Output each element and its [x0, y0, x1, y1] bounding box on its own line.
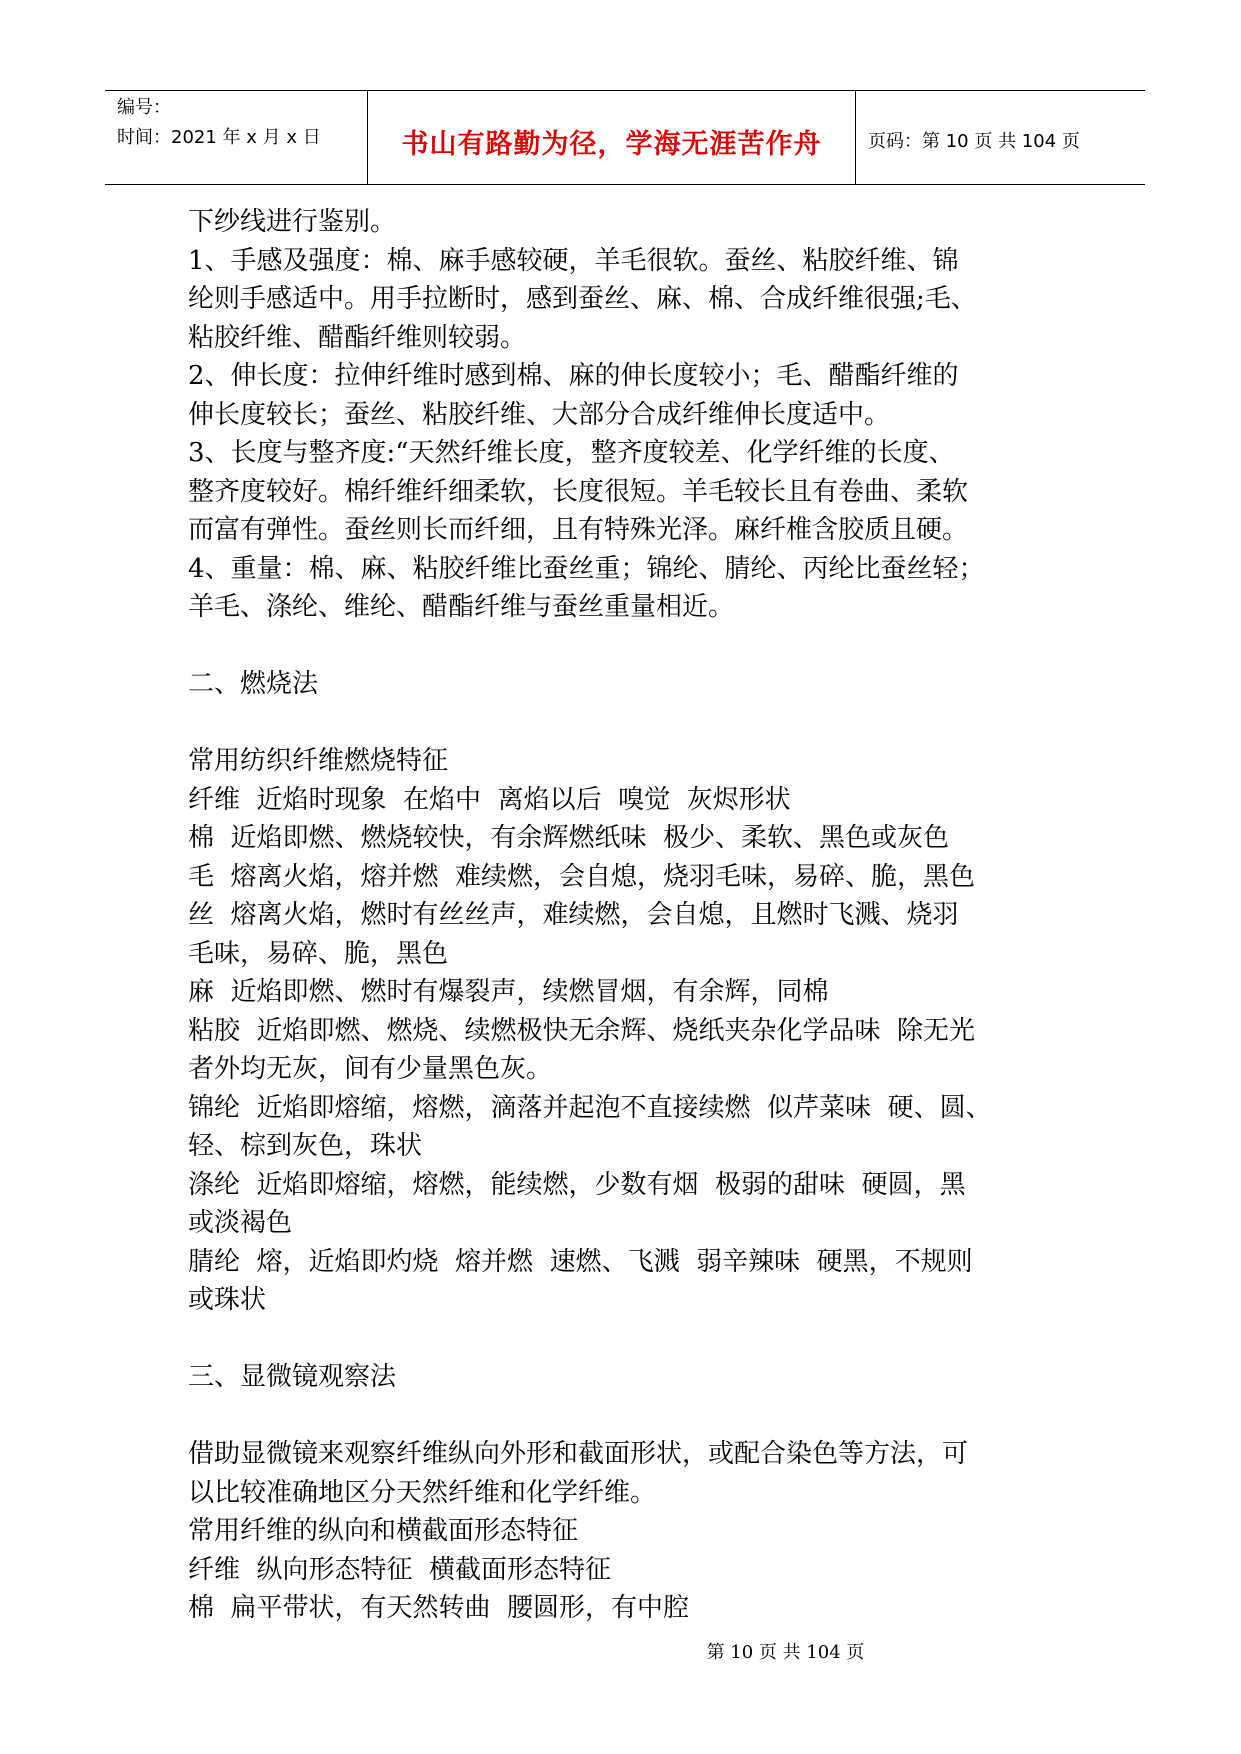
header-motto-cell — [368, 91, 856, 184]
body-line: 毛 熔离火焰，熔并燃 难续燃，会自熄，烧羽毛味，易碎、脆，黑色 — [188, 861, 976, 892]
body-line: 整齐度较好。棉纤维纤细柔软，长度很短。羊毛较长且有卷曲、柔软 — [188, 476, 969, 507]
document-time-label: 时间：2021 年 x 月 x 日 — [117, 127, 321, 148]
body-line: 以比较准确地区分天然纤维和化学纤维。 — [188, 1477, 657, 1508]
blank-line — [188, 1397, 1088, 1436]
footer-page-number: 第 10 页 共 104 页 — [706, 1642, 865, 1663]
header-info-cell — [105, 91, 368, 184]
page-header — [105, 90, 1145, 185]
body-line: 者外均无灰，间有少量黑色灰。 — [188, 1054, 553, 1084]
blank-line — [188, 627, 1088, 666]
header-page-label: 页码：第 10 页 共 104 页 — [868, 130, 1080, 152]
body-line: 4、重量：棉、麻、粘胶纤维比蚕丝重；锦纶、腈纶、丙纶比蚕丝轻； — [188, 553, 985, 584]
header-motto: 书山有路勤为径，学海无涯苦作舟 — [401, 129, 822, 160]
body-line: 丝 熔离火焰，燃时有丝丝声，难续燃，会自熄，且燃时飞溅、烧羽 — [188, 900, 959, 930]
document-body — [188, 203, 1088, 1628]
body-line: 三、显微镜观察法 — [188, 1362, 397, 1392]
body-line: 毛味，易碎、脆，黑色 — [188, 938, 449, 969]
body-line: 二、燃烧法 — [188, 669, 319, 699]
header-page-cell — [856, 91, 1145, 184]
body-line: 或淡褐色 — [188, 1208, 293, 1238]
body-line: 棉 扁平带状，有天然转曲 腰圆形，有中腔 — [188, 1593, 690, 1623]
document-number-label: 编号： — [117, 97, 171, 118]
body-line: 棉 近焰即燃、燃烧较快，有余辉燃纸味 极少、柔软、黑色或灰色 — [188, 823, 950, 853]
body-line: 麻 近焰即燃、燃时有爆裂声，续燃冒烟，有余辉，同棉 — [188, 977, 829, 1007]
body-line: 腈纶 熔，近焰即灼烧 熔并燃 速燃、飞溅 弱辛辣味 硬黑，不规则 — [188, 1246, 973, 1277]
body-line: 常用纺织纤维燃烧特征 — [188, 746, 449, 776]
body-line: 或珠状 — [188, 1285, 267, 1315]
body-line: 而富有弹性。蚕丝则长而纤细，且有特殊光泽。麻纤椎含胶质且硬。 — [188, 515, 969, 545]
body-line: 伸长度较长；蚕丝、粘胶纤维、大部分合成纤维伸长度适中。 — [188, 399, 891, 430]
body-line: 纤维 近焰时现象 在焰中 离焰以后 嗅觉 灰烬形状 — [188, 784, 791, 815]
body-line: 锦纶 近焰即熔缩，熔燃，滴落并起泡不直接续燃 似芹菜味 硬、圆、 — [188, 1092, 992, 1123]
body-line: 粘胶 近焰即燃、燃烧、续燃极快无余辉、烧纸夹杂化学品味 除无光 — [188, 1015, 976, 1046]
body-line: 3、长度与整齐度:“天然纤维长度，整齐度较差、化学纤维的长度、 — [188, 438, 955, 468]
body-line: 粘胶纤维、醋酯纤维则较弱。 — [188, 322, 527, 353]
body-line: 轻、棕到灰色，珠状 — [188, 1131, 423, 1161]
blank-line — [188, 704, 1088, 743]
body-line: 纶则手感适中。用手拉断时，感到蚕丝、麻、棉、合成纤维很强;毛、 — [188, 284, 977, 314]
body-line: 涤纶 近焰即熔缩，熔燃，能续燃，少数有烟 极弱的甜味 硬圆，黑 — [188, 1169, 966, 1200]
body-line: 1、手感及强度：棉、麻手感较硬，羊毛很软。蚕丝、粘胶纤维、锦 — [188, 245, 959, 276]
page-footer — [0, 1638, 1241, 1664]
body-line: 2、伸长度：拉伸纤维时感到棉、麻的伸长度较小；毛、醋酯纤维的 — [188, 361, 959, 391]
body-line: 下纱线进行鉴别。 — [188, 207, 397, 237]
body-line: 常用纤维的纵向和横截面形态特征 — [188, 1516, 579, 1546]
body-line: 纤维 纵向形态特征 横截面形态特征 — [188, 1554, 612, 1585]
body-line: 羊毛、涤纶、维纶、醋酯纤维与蚕丝重量相近。 — [188, 592, 735, 622]
body-line: 借助显微镜来观察纤维纵向外形和截面形状，或配合染色等方法，可 — [188, 1439, 969, 1469]
blank-line — [188, 1320, 1088, 1359]
